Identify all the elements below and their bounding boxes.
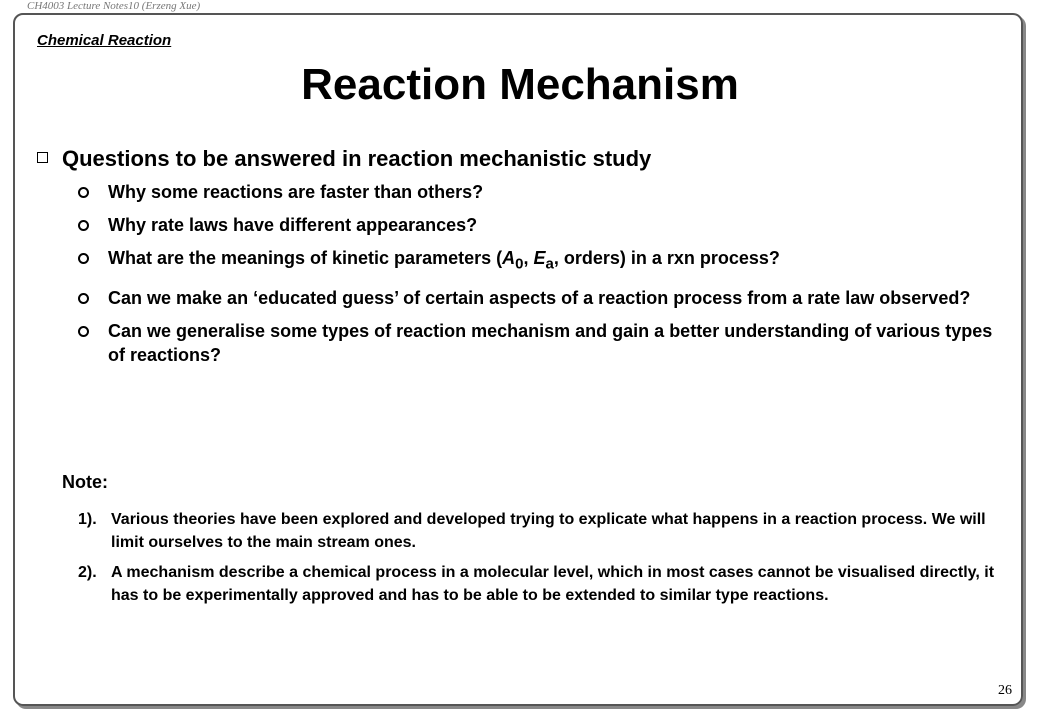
main-bullet-text: Questions to be answered in reaction mechanistic study	[62, 146, 652, 171]
ring-bullet-icon	[78, 326, 89, 337]
page-number: 26	[998, 683, 1012, 698]
note-text: A mechanism describe a chemical process in a molecular level, which in most cases cannot be visualised directly, it has to be experimentally approved and has to be able to be extended to similar type reactions.	[111, 564, 995, 604]
note-item	[78, 508, 1013, 554]
question-text-prefix: What are the meanings of kinetic parameters (	[108, 248, 503, 268]
activation-energy-subscript: a	[545, 255, 554, 273]
question-list	[78, 180, 998, 376]
note-text: Various theories have been explored and developed trying to explicate what happens in a reaction process. We will limit ourselves to the main stream ones.	[111, 511, 986, 551]
note-list	[78, 508, 1013, 614]
square-bullet-icon	[37, 152, 48, 163]
note-title: Note:	[62, 472, 108, 492]
question-item	[78, 286, 998, 310]
course-header-note: CH4003 Lecture Notes10 (Erzeng Xue)	[27, 0, 201, 12]
question-text-suffix: , orders) in a rxn process?	[553, 248, 780, 268]
question-item	[78, 180, 998, 204]
activation-energy-symbol: E	[533, 248, 546, 268]
note-number: 2).	[78, 564, 97, 581]
slide-title: Reaction Mechanism	[301, 60, 739, 109]
question-text: Can we make an ‘educated guess’ of certain aspects of a reaction process from a rate law observed?	[108, 287, 971, 308]
ring-bullet-icon	[78, 220, 89, 231]
question-item	[78, 213, 998, 237]
main-bullet	[37, 146, 651, 172]
note-number: 1).	[78, 511, 97, 528]
question-text-separator: ,	[523, 248, 534, 268]
ring-bullet-icon	[78, 187, 89, 198]
question-text: Can we generalise some types of reaction mechanism and gain a better understanding of various types of reactions?	[108, 320, 993, 365]
ring-bullet-icon	[78, 293, 89, 304]
question-text: Why rate laws have different appearances?	[108, 215, 478, 235]
section-label: Chemical Reaction	[37, 32, 172, 49]
ring-bullet-icon	[78, 253, 89, 264]
pre-exponential-symbol: A	[502, 248, 516, 268]
question-item	[78, 319, 998, 367]
pre-exponential-subscript: 0	[515, 255, 524, 273]
question-text: Why some reactions are faster than others?	[108, 182, 484, 202]
note-item	[78, 561, 1013, 607]
question-item	[78, 246, 998, 277]
